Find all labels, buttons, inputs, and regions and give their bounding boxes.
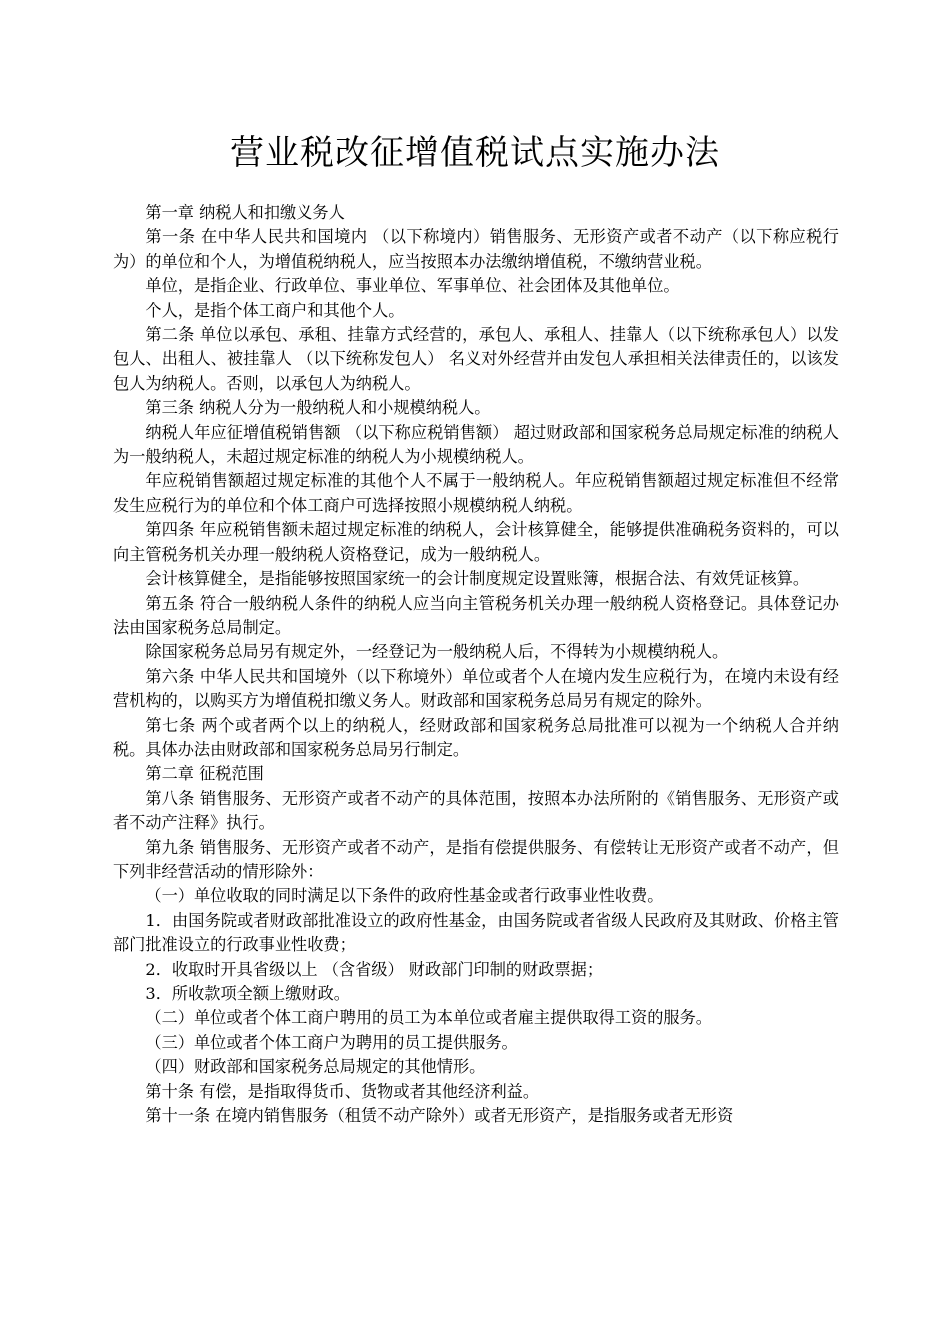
article-paragraph: 年应税销售额超过规定标准的其他个人不属于一般纳税人。年应税销售额超过规定标准但不经常发生应税行为的单位和个体工商户可选择按照小规模纳税人纳税。 <box>113 471 839 515</box>
article-paragraph: 第六条 中华人民共和国境外（以下称境外）单位或者个人在境内发生应税行为，在境内未设有经营机构的，以购买方为增值税扣缴义务人。财政部和国家税务总局另有规定的除外。 <box>113 666 839 711</box>
article-paragraph: 第三条 纳税人分为一般纳税人和小规模纳税人。 <box>145 398 491 418</box>
article-paragraph: 除国家税务总局另有规定外，一经登记为一般纳税人后，不得转为小规模纳税人。 <box>145 642 729 662</box>
list-item: （二）单位或者个体工商户聘用的员工为本单位或者雇主提供取得工资的服务。 <box>145 1008 712 1028</box>
article-paragraph: 第二条 单位以承包、承租、挂靠方式经营的，承包人、承租人、挂靠人（以下统称承包人）以发包人、出租人、被挂靠人 （以下统称发包人） 名义对外经营并由发包人承担相关法律责任的，以该发包人为纳税人。否则，以承包人为纳税人。 <box>113 325 839 393</box>
list-item: （一）单位收取的同时满足以下条件的政府性基金或者行政事业性收费。 <box>145 886 664 906</box>
document-body <box>113 201 839 1128</box>
article-paragraph: 第一条 在中华人民共和国境内 （以下称境内）销售服务、无形资产或者不动产（以下称应税行为）的单位和个人，为增值税纳税人，应当按照本办法缴纳增值税，不缴纳营业税。 <box>113 227 839 271</box>
list-item: 1．由国务院或者财政部批准设立的政府性基金，由国务院或者省级人民政府及其财政、价格主管部门批准设立的行政事业性收费； <box>113 910 839 955</box>
article-paragraph: 第九条 销售服务、无形资产或者不动产，是指有偿提供服务、有偿转让无形资产或者不动产，但下列非经营活动的情形除外： <box>113 837 839 881</box>
list-item: （四）财政部和国家税务总局规定的其他情形。 <box>145 1057 486 1077</box>
article-paragraph: 第八条 销售服务、无形资产或者不动产的具体范围，按照本办法所附的《销售服务、无形资产或者不动产注释》执行。 <box>113 788 839 833</box>
document-title: 营业税改征增值税试点实施办法 <box>230 133 720 173</box>
chapter-heading: 第二章 征税范围 <box>145 764 264 784</box>
list-item: 2．收取时开具省级以上 （含省级） 财政部门印制的财政票据； <box>145 959 604 979</box>
article-paragraph: 纳税人年应征增值税销售额 （以下称应税销售额） 超过财政部和国家税务总局规定标准的纳税人为一般纳税人，未超过规定标准的纳税人为小规模纳税人。 <box>113 422 839 467</box>
article-paragraph: 第十条 有偿，是指取得货币、货物或者其他经济利益。 <box>145 1081 540 1101</box>
chapter-heading: 第一章 纳税人和扣缴义务人 <box>145 203 345 222</box>
article-paragraph: 个人，是指个体工商户和其他个人。 <box>145 300 405 320</box>
article-paragraph: 第五条 符合一般纳税人条件的纳税人应当向主管税务机关办理一般纳税人资格登记。具体登记办法由国家税务总局制定。 <box>113 593 839 637</box>
article-paragraph: 单位，是指企业、行政单位、事业单位、军事单位、社会团体及其他单位。 <box>145 276 680 296</box>
article-paragraph: 第七条 两个或者两个以上的纳税人，经财政部和国家税务总局批准可以视为一个纳税人合并纳税。具体办法由财政部和国家税务总局另行制定。 <box>113 715 839 759</box>
list-item: （三）单位或者个体工商户为聘用的员工提供服务。 <box>145 1032 518 1052</box>
article-paragraph: 第四条 年应税销售额未超过规定标准的纳税人，会计核算健全，能够提供准确税务资料的，可以向主管税务机关办理一般纳税人资格登记，成为一般纳税人。 <box>113 520 839 564</box>
list-item: 3．所收款项全额上缴财政。 <box>145 984 350 1003</box>
article-paragraph: 会计核算健全，是指能够按照国家统一的会计制度规定设置账簿，根据合法、有效凭证核算。 <box>145 569 810 589</box>
article-paragraph: 第十一条 在境内销售服务（租赁不动产除外）或者无形资产，是指服务或者无形资 <box>145 1106 734 1126</box>
